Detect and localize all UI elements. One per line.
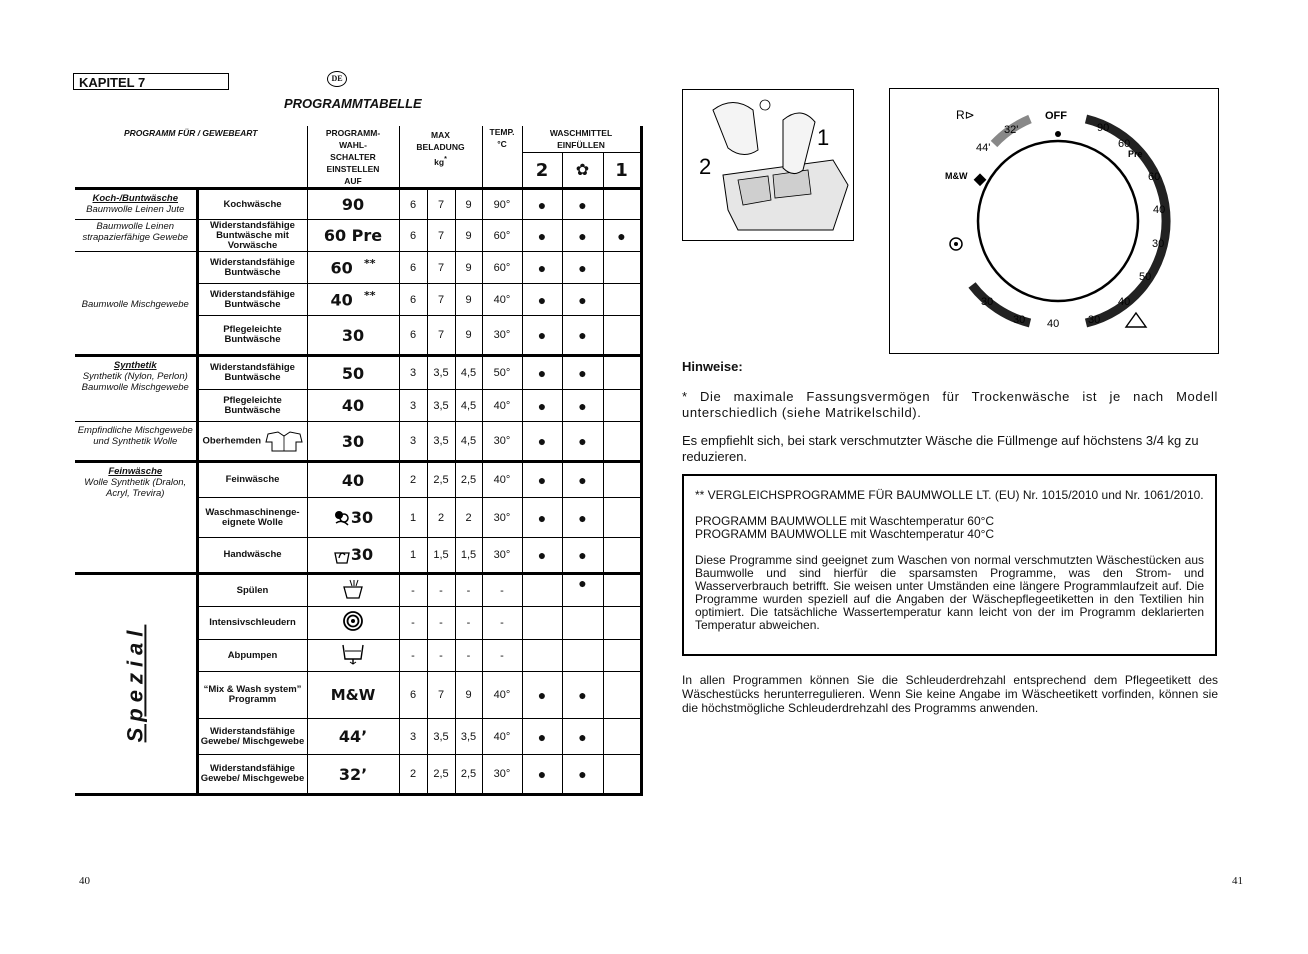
dot-cell: ● [603,220,641,252]
program-name: Handwäsche [197,538,307,574]
load-cell: 9 [455,252,482,284]
dot-cell: ● [562,498,603,538]
program-name: Widerstandsfähige Buntwäsche [197,284,307,316]
group-cell [75,189,197,220]
dot-cell: ● [562,284,603,316]
detergent-dispenser-illustration [682,89,854,241]
load-cell: - [455,640,482,672]
dot-cell: ● [522,422,562,462]
selector-value [307,252,399,284]
group-subtitle: Empfindliche Mischgewebe und Synthetik Wolle [77,425,193,447]
load-cell: 6 [399,252,427,284]
handwash-icon [333,547,351,565]
load-cell: 6 [399,189,427,220]
dot-cell [603,316,641,356]
selector-value: 30 [307,422,399,462]
selector-value: 44’ [307,719,399,755]
temp-cell: 50° [482,356,522,390]
dot-cell: ● [562,574,603,607]
dial-label: Pre [1128,149,1143,159]
dot-cell [603,422,641,462]
program-name-text: Oberhemden [202,435,262,447]
dot-cell: ● [562,672,603,719]
dot-cell: ● [562,356,603,390]
load-cell: - [455,574,482,607]
header-temp: TEMP. °C [482,126,522,189]
load-cell: 9 [455,284,482,316]
table-row [75,189,641,220]
load-cell: 7 [427,252,455,284]
page-number-right: 41 [1232,875,1243,887]
dial-label: 90 [1097,122,1110,134]
compartment-1-label: 1 [603,153,641,189]
load-cell: 3 [399,390,427,422]
group-title: Koch-/Buntwäsche [92,193,178,204]
temp-cell: 40° [482,462,522,498]
temp-cell: 40° [482,284,522,316]
dial-label-off: OFF [1045,110,1067,122]
temp-cell: - [482,574,522,607]
header-detergent: WASCHMITTEL EINFÜLLEN [522,126,641,153]
load-cell: 4,5 [455,356,482,390]
program-name: Widerstandsfähige Buntwäsche [197,356,307,390]
group-subtitle: Synthetik (Nylon, Perlon) Baumwolle Mischgewebe [81,371,189,393]
dispenser-label-1: 1 [817,125,830,150]
dot-cell: ● [562,755,603,795]
load-cell: 3,5 [427,719,455,755]
load-cell: 2,5 [427,755,455,795]
program-name: Intensivschleudern [197,607,307,640]
load-cell: 3 [399,356,427,390]
dot-cell [603,640,641,672]
dot-cell: ● [522,252,562,284]
load-cell: - [427,607,455,640]
table-row [75,574,641,607]
program-name: Feinwäsche [197,462,307,498]
selector-value: 50 [307,356,399,390]
table-row [75,462,641,498]
dial-label: 60 [1118,138,1131,150]
group-subtitle: Wolle Synthetik (Dralon, Acryl, Trevira) [84,477,187,499]
dot-cell [603,356,641,390]
dot-cell: ● [522,220,562,252]
program-name: Waschmaschinenge-eignete Wolle [197,498,307,538]
temp-cell: 30° [482,755,522,795]
program-dial-illustration [889,88,1219,354]
load-cell: 3,5 [427,390,455,422]
dot-cell: ● [562,422,603,462]
group-subtitle: Baumwolle Leinen strapazierfähige Gewebe [82,221,189,243]
dot-cell [603,252,641,284]
dot-cell [603,189,641,220]
load-cell: 2 [427,498,455,538]
load-cell: 9 [455,672,482,719]
selector-value [307,498,399,538]
load-cell: - [399,607,427,640]
group-title: Feinwäsche [108,466,163,477]
drain-icon [341,643,365,665]
program-name: Widerstandsfähige Buntwäsche mit Vorwäsche [197,220,307,252]
selector-value-text: 60 [330,258,353,278]
dot-cell: ● [522,356,562,390]
dial-label: 32' [1004,124,1019,136]
program-name: Abpumpen [197,640,307,672]
dial-drawing [890,89,1218,353]
dot-cell [603,607,641,640]
temp-cell: 90° [482,189,522,220]
group-cell [75,422,197,462]
load-cell: 2,5 [427,462,455,498]
table-row [75,252,641,284]
load-cell: 7 [427,189,455,220]
dot-cell [603,284,641,316]
load-cell: - [427,640,455,672]
load-cell: - [455,607,482,640]
flower-compartment-icon: ✿ [562,153,603,189]
wool-icon [333,509,351,527]
load-cell: 4,5 [455,422,482,462]
footnote-mark: ** [363,289,376,303]
dot-cell: ● [562,390,603,422]
note-paragraph-3: In allen Programmen können Sie die Schleuderdrehzahl entsprechend dem Pflegeetikett des Wäschestücks herunterregulieren. Wenn Sie keine Angabe im Wäscheetikett vorfinden, können sie die höchstmögliche Schleuderdrehzahl des Programms anwenden. [682,673,1218,715]
dial-label: M&W [945,171,968,181]
group-title-spezial: Spezial [122,624,148,742]
program-name: Pflegeleichte Buntwäsche [197,390,307,422]
dot-cell [522,607,562,640]
selector-value: 40 [307,462,399,498]
program-name: Widerstandsfähige Buntwäsche [197,252,307,284]
header-selector: PROGRAMM- WAHL- SCHALTER EINSTELLEN AUF [307,126,399,189]
load-cell: - [427,574,455,607]
selector-value: 90 [307,189,399,220]
dial-pre-icon: R⊳ [956,108,975,122]
dot-cell: ● [522,316,562,356]
temp-cell: - [482,640,522,672]
program-name: Kochwäsche [197,189,307,220]
load-cell: 2,5 [455,755,482,795]
table-row [75,220,641,252]
dot-cell: ● [562,462,603,498]
dot-cell: ● [522,284,562,316]
temp-cell: 40° [482,719,522,755]
load-cell: 3 [399,422,427,462]
dial-label: 30 [1088,314,1101,326]
page-title: PROGRAMMTABELLE [284,96,422,111]
dispenser-label-2: 2 [699,154,712,179]
load-cell: 7 [427,672,455,719]
load-cell: 1 [399,538,427,574]
selector-value-text: 30 [350,507,374,527]
selector-value: 40 [307,390,399,422]
temp-cell: 60° [482,252,522,284]
dot-cell: ● [562,316,603,356]
load-cell: 9 [455,316,482,356]
dot-cell: ● [522,462,562,498]
load-cell: 9 [455,220,482,252]
notes-heading: Hinweise: [682,359,743,374]
page-number-left: 40 [79,875,90,887]
box-paragraph-3: Diese Programme sind geeignet zum Waschen von normal verschmutzten Wäschestücken aus Baumwolle und sind hierfür die sparsamsten Programme, was den Strom- und Wasserverbrauch betrifft. Sie weisen unter Umständen eine längere Programmlaufzeit auf. Die Programme wurden speziell auf die Angaben der Wäschepflegeetiketten in den Textilien hin optimiert. Die tatsächliche Wassertemperatur kann leicht von der im Programm deklarierten Temperatur abweichen. [695,553,1204,632]
dot-cell [603,390,641,422]
temp-cell: 60° [482,220,522,252]
selector-value [307,284,399,316]
dot-cell: ● [522,755,562,795]
dot-cell: ● [522,672,562,719]
program-name: Spülen [197,574,307,607]
dot-cell [603,538,641,574]
load-cell: 3,5 [427,422,455,462]
group-cell [75,220,197,252]
selector-value: 30 [307,316,399,356]
selector-value-text: 30 [350,545,374,565]
load-cell: 1 [399,498,427,538]
temp-cell: 30° [482,538,522,574]
load-cell: - [399,574,427,607]
note-paragraph-2: Es empfiehlt sich, bei stark verschmutzter Wäsche die Füllmenge auf höchstens 3/4 kg zu reduzieren. [682,433,1199,464]
load-cell: 2 [455,498,482,538]
chapter-label: KAPITEL 7 [73,73,229,90]
dial-label: 50 [1139,271,1152,283]
dot-cell: ● [562,538,603,574]
load-cell: 2,5 [455,462,482,498]
footnote-mark: ** [363,257,376,271]
dial-label: 44' [976,142,991,154]
temp-cell: 40° [482,390,522,422]
program-name: Widerstandsfähige Gewebe/ Mischgewebe [197,755,307,795]
load-cell: 6 [399,672,427,719]
table-row [75,356,641,390]
shirt-icon [264,430,304,452]
group-cell [75,252,197,356]
dial-label: 30 [981,296,994,308]
selector-value: 60 Pre [307,220,399,252]
group-title: Synthetik [113,360,157,371]
selector-value [307,640,399,672]
group-cell [75,462,197,574]
load-cell: 3,5 [427,356,455,390]
spin-icon [342,610,364,632]
load-cell: 7 [427,316,455,356]
dot-cell [522,640,562,672]
load-cell: 3 [399,719,427,755]
dot-cell: ● [562,719,603,755]
selector-value: M&W [307,672,399,719]
rinse-icon [342,579,364,599]
dial-label: 40 [1153,204,1166,216]
load-cell: 1,5 [427,538,455,574]
group-subtitle: Baumwolle Leinen Jute [86,204,185,215]
load-cell: 2 [399,755,427,795]
dot-cell [603,574,641,607]
dot-cell: ● [522,390,562,422]
program-name [197,422,307,462]
header-program-fabric: PROGRAMM FÜR / GEWEBEART [75,126,307,189]
program-table-grid [75,126,643,796]
dot-cell: ● [562,252,603,284]
program-name: Pflegeleichte Buntwäsche [197,316,307,356]
load-cell: 7 [427,284,455,316]
comparison-programs-box [682,474,1217,656]
temp-cell: 30° [482,316,522,356]
dial-label: 60 [1148,171,1161,183]
load-cell: 3,5 [455,719,482,755]
dot-cell: ● [522,189,562,220]
dot-cell [603,672,641,719]
dial-label: 40 [1047,318,1060,330]
temp-cell: 40° [482,672,522,719]
header-max-load: MAX BELADUNG kg* [399,126,482,189]
note-paragraph-1: * Die maximale Fassungsvermögen für Trockenwäsche ist je nach Modell unterschiedlich (siehe Matrikelschild). [682,389,1218,420]
dot-cell: ● [522,538,562,574]
box-paragraph-1: ** VERGLEICHSPROGRAMME FÜR BAUMWOLLE LT. (EU) Nr. 1015/2010 und Nr. 1061/2010. [695,488,1204,502]
dot-cell [603,755,641,795]
temp-cell: 30° [482,422,522,462]
selector-value [307,538,399,574]
box-paragraph-2b: PROGRAMM BAUMWOLLE mit Waschtemperatur 40°C [695,527,995,541]
load-cell: 6 [399,284,427,316]
box-paragraph-2a: PROGRAMM BAUMWOLLE mit Waschtemperatur 60°C [695,514,995,528]
dial-label: 30 [1013,314,1026,326]
dot-cell: ● [522,498,562,538]
selector-value: 32’ [307,755,399,795]
table-row [75,422,641,462]
compartment-2-label: 2 [522,153,562,189]
dot-cell: ● [562,220,603,252]
dot-cell [562,607,603,640]
dot-cell [522,574,562,607]
load-cell: 6 [399,316,427,356]
dot-cell [603,498,641,538]
temp-cell: 30° [482,498,522,538]
dot-cell [562,640,603,672]
load-cell: 6 [399,220,427,252]
load-cell: 2 [399,462,427,498]
selector-value-text: 40 [330,290,353,310]
program-name: “Mix & Wash system” Programm [197,672,307,719]
selector-value [307,574,399,607]
dial-label: 40 [1118,296,1131,308]
program-table [75,126,643,796]
program-name: Widerstandsfähige Gewebe/ Mischgewebe [197,719,307,755]
group-subtitle: Baumwolle Mischgewebe [81,299,189,310]
group-cell [75,574,197,795]
temp-cell: - [482,607,522,640]
language-badge: DE [327,71,347,87]
dot-cell: ● [522,719,562,755]
dot-cell [603,462,641,498]
load-cell: 7 [427,220,455,252]
load-cell: 1,5 [455,538,482,574]
selector-value [307,607,399,640]
group-cell [75,356,197,422]
dot-cell [603,719,641,755]
load-cell: - [399,640,427,672]
dispenser-drawing [683,90,853,240]
dial-label: 30 [1152,238,1165,250]
load-cell: 4,5 [455,390,482,422]
dot-cell: ● [562,189,603,220]
load-cell: 9 [455,189,482,220]
